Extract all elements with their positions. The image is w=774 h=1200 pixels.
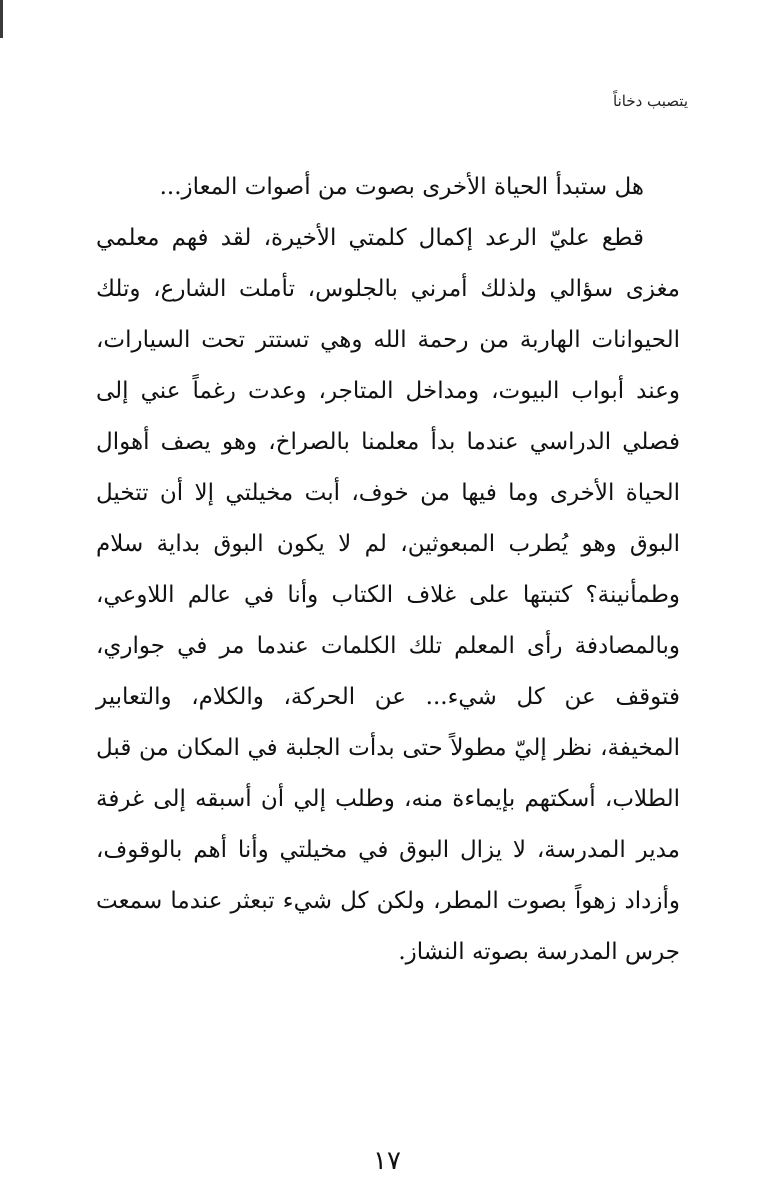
running-header: يتصبب دخاناً (613, 92, 688, 110)
paragraph-1: هل ستبدأ الحياة الأخرى بصوت من أصوات المعاز... (159, 174, 644, 200)
page-number: ١٧ (373, 1146, 401, 1176)
paragraph-2: قطع عليّ الرعد إكمال كلمتي الأخيرة، لقد فهم معلمي مغزى سؤالي ولذلك أمرني بالجلوس، تأملت الشارع، وتلك الحيوانات الهاربة من رحمة الله وهي تستتر تحت السيارات، وعند أبواب البيوت، ومداخل المتاجر، وعدت رغماً عني إلى فصلي الدراسي عندما بدأ معلمنا بالصراخ، وهو يصف أهوال الحياة الأخرى وما فيها من خوف، أبت مخيلتي إلا أن تتخيل البوق وهو يُطرب المبعوثين، لم لا يكون البوق بداية سلام وطمأنينة؟ كتبتها على غلاف الكتاب وأنا في عالم اللاوعي، وبالمصادفة رأى المعلم تلك الكلمات عندما مر في جواري، فتوقف عن كل شيء... عن الحركة، والكلام، والتعابير المخيفة، نظر إليّ مطولاً حتى بدأت الجلبة في المكان من قبل الطلاب، أسكتهم بإيماءة منه، وطلب إلي أن أسبقه إلى غرفة مدير المدرسة، لا يزال البوق في مخيلتي وأنا أهم بالوقوف، وأزداد زهواً بصوت المطر، ولكن كل شيء تبعثر عندما سمعت جرس المدرسة بصوته النشاز. (96, 225, 680, 965)
body-text (96, 162, 680, 978)
page-edge-mark (0, 0, 3, 38)
